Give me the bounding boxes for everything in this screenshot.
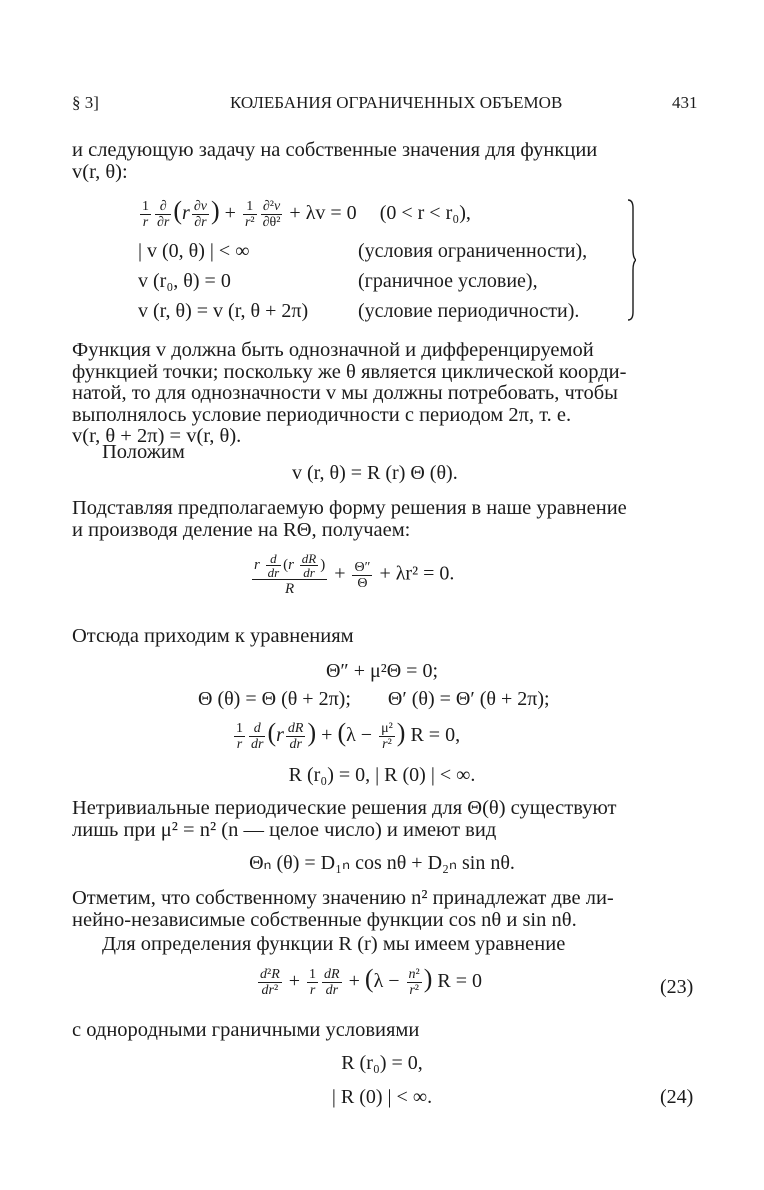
system-eq4: v (r, θ) = v (r, θ + 2π): [138, 300, 309, 322]
section-number: § 3]: [72, 93, 99, 112]
system-eq1: $\frac{1}{r}$ $\frac{\partial}{\partial r}$ (r $\frac{\partial v}{\partial r}$ ) + $\frac{1}{\text{r²}}$ $\frac{\text{∂²v}}{\text{∂θ²}}$ + λv = 0 (0 < r < r₀),: [142, 196, 471, 230]
system-brace: [626, 198, 636, 322]
text-line: Отметим, что собственному значению n² принадлежат две ли-: [72, 887, 614, 909]
paragraph-substitution: [72, 498, 704, 541]
page-number: 431: [672, 93, 698, 112]
text-polozhim: Положим: [102, 441, 185, 463]
text-line: функцией точки; поскольку же θ является циклической коорди-: [72, 360, 627, 383]
running-title: КОЛЕБАНИЯ ОГРАНИЧЕННЫХ ОБЪЕМОВ: [230, 93, 563, 112]
eq-radial-tail: R = 0,: [410, 724, 461, 746]
eq1-tail: + λv = 0: [289, 202, 357, 224]
system-eq2: | v (0, θ) | < ∞: [138, 240, 250, 262]
page-header: [0, 93, 764, 119]
eq-radial: $\frac{1}{r}$ $\frac{d}{dr}$ (r $\frac{dR}{dr}$ ) + (λ − $\frac{\text{μ²}}{\text{r²}}$ ) R = 0,: [236, 718, 461, 752]
eq-separation: v (r, θ) = R (r) Θ (θ).: [292, 462, 458, 484]
eq-theta-periodic: [198, 688, 550, 711]
eq-24-number: (24): [660, 1086, 694, 1108]
paragraph-nontrivial: [72, 798, 704, 841]
eq-23-tail: R = 0: [437, 970, 483, 992]
eq-divided: r $\frac{d}{dr}$ (r $\frac{dR}{dr}$ ) R + $\frac{\Theta''}{\Theta}$ + λr² = 0.: [254, 551, 455, 597]
eq-theta-ode: Θ″ + μ²Θ = 0;: [325, 660, 439, 682]
eq-24-bc2: | R (0) | < ∞.: [331, 1086, 433, 1108]
text-line: выполнялось условие периодичности с периодом 2π, т. е.: [72, 403, 572, 426]
eq-divided-tail: + λr² = 0.: [379, 562, 455, 585]
text-line: Подставляя предполагаемую форму решения в наше уравнение: [72, 497, 627, 519]
text-line: и производя деление на RΘ, получаем:: [72, 518, 411, 541]
text-line: Нетривиальные периодические решения для Θ(θ) существуют: [72, 797, 617, 819]
system-eq4-note: (условие периодичности).: [358, 300, 580, 322]
paragraph-uniqueness: [72, 340, 704, 448]
eq-23-number: (23): [660, 976, 694, 998]
eq-radial-bc: R (r₀) = 0, | R (0) | < ∞.: [288, 764, 476, 786]
system-eq3-note: (граничное условие),: [358, 270, 538, 292]
text-line: v(r, θ):: [72, 160, 128, 183]
text-line: v(r, θ + 2π) = v(r, θ).: [72, 425, 242, 447]
text-for-R: Для определения функции R (r) мы имеем уравнение: [102, 933, 566, 955]
paragraph-intro: [72, 140, 704, 183]
eq1-condition: (0 < r < r₀),: [379, 202, 471, 224]
eq-theta-periodic-value: Θ (θ) = Θ (θ + 2π);: [198, 688, 351, 710]
text-line: натой, то для однозначности v мы должны потребовать, чтобы: [72, 382, 618, 404]
paragraph-eigen: [72, 888, 704, 931]
eq-23: $\frac{\text{d²R}}{\text{dr²}}$ + $\frac{1}{r}$ $\frac{dR}{dr}$ + (λ − $\frac{\text{n²}}{\text{r²}}$ ) R = 0: [260, 964, 483, 998]
text-line: и следующую задачу на собственные значения для функции: [72, 139, 598, 161]
text-line: нейно-независимые собственные функции cos nθ и sin nθ.: [72, 908, 577, 931]
system-eq3: v (r₀, θ) = 0: [138, 270, 231, 292]
system-eq2-note: (условия ограниченности),: [358, 240, 588, 262]
text-hence: Отсюда приходим к уравнениям: [72, 625, 354, 647]
text-boundary: с однородными граничными условиями: [72, 1019, 420, 1041]
eq-theta-solution: Θₙ (θ) = D₁ₙ cos nθ + D₂ₙ sin nθ.: [249, 852, 515, 874]
eq-theta-periodic-derivative: Θ′ (θ) = Θ′ (θ + 2π);: [387, 688, 550, 710]
text-line: Функция v должна быть однозначной и дифференцируемой: [72, 339, 594, 361]
text-line: лишь при μ² = n² (n — целое число) и имеют вид: [72, 818, 497, 841]
eq-24-bc1: R (r₀) = 0,: [341, 1052, 423, 1074]
